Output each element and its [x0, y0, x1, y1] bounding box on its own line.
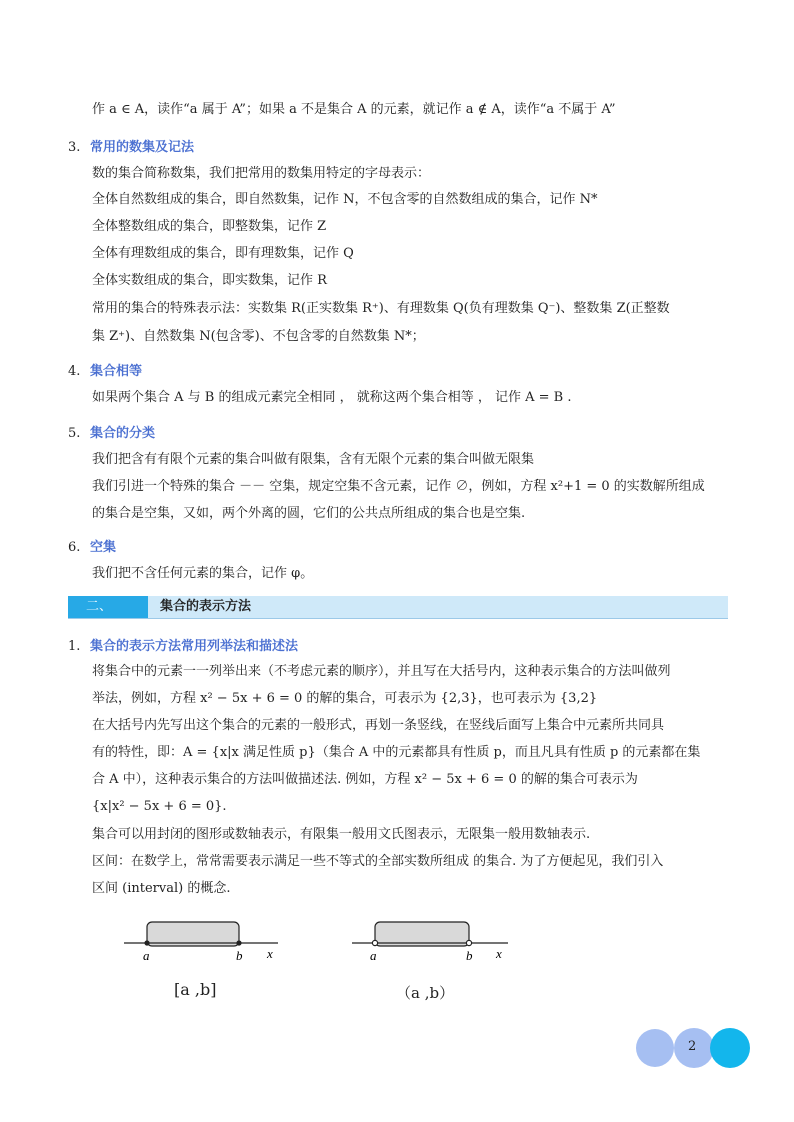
axis-label-x: x	[496, 946, 502, 961]
text-line: 区间：在数学上，常常需要表示满足一些不等式的全部实数所组成 的集合. 为了方便起见，我们引入	[92, 854, 664, 869]
section-title: 常用的数集及记法	[90, 140, 195, 155]
interval-open-diagram	[348, 916, 518, 966]
text-line: 数的集合简称数集，我们把常用的数集用特定的字母表示：	[92, 166, 431, 181]
section-number: 6.	[68, 540, 81, 555]
text-line: 集合可以用封闭的图形或数轴表示，有限集一般用文氏图表示，无限集一般用数轴表示.	[92, 827, 591, 842]
text-line: 在大括号内先写出这个集合的元素的一般形式，再划一条竖线，在竖线后面写上集合中元素所共同具	[92, 718, 665, 733]
label-a: a	[370, 948, 377, 963]
section-number: 3.	[68, 140, 81, 155]
section-title: 集合相等	[90, 364, 143, 379]
label-a: a	[143, 948, 150, 963]
label-b: b	[236, 948, 243, 963]
text-line: 全体实数组成的集合，即实数集，记作 R	[92, 273, 327, 288]
closed-endpoint-b	[236, 940, 241, 945]
interval-caption: [a ,b]	[174, 980, 217, 999]
text-line: 全体整数组成的集合，即整数集，记作 Z	[92, 219, 327, 234]
chapter-banner	[68, 596, 728, 619]
text-line: 集 Z⁺)、自然数集 N(包含零)、不包含零的自然数集 N*；	[92, 329, 425, 344]
badge-circle	[636, 1029, 674, 1067]
section-heading-4	[68, 362, 142, 382]
open-endpoint-b	[466, 940, 471, 945]
text-line: 我们把不含任何元素的集合，记作 φ。	[92, 566, 314, 581]
axis-label-x: x	[267, 946, 273, 961]
text-line: 举法，例如，方程 x² − 5x + 6 = 0 的解的集合，可表示为 {2,3}，也可表示为 {3,2}	[92, 691, 598, 706]
text-line: 我们引进一个特殊的集合 －－ 空集，规定空集不含元素，记作 ∅，例如，方程 x²+1 = 0 的实数解所组成	[92, 479, 705, 494]
section-title: 空集	[90, 540, 117, 555]
text-line: 全体自然数组成的集合，即自然数集，记作 N，不包含零的自然数组成的集合，记作 N*	[92, 192, 598, 207]
text-line: 常用的集合的特殊表示法：实数集 R(正实数集 R⁺)、有理数集 Q(负有理数集 Q⁻)、整数集 Z(正整数	[92, 301, 670, 316]
text-line: {x|x² − 5x + 6 = 0}.	[92, 799, 227, 814]
text-line: 作 a ∈ A，读作“a 属于 A”；如果 a 不是集合 A 的元素，就记作 a ∉ A，读作“a 不属于 A”	[92, 102, 616, 117]
text-line: 如果两个集合 A 与 B 的组成元素完全相同 ， 就称这两个集合相等 ， 记作 A = B .	[92, 390, 572, 405]
section-title: 集合的分类	[90, 426, 156, 441]
text-line: 全体有理数组成的集合，即有理数集，记作 Q	[92, 246, 354, 261]
text-line: 有的特性，即：A = {x|x 满足性质 p}（集合 A 中的元素都具有性质 p，而且凡具有性质 p 的元素都在集	[92, 745, 701, 760]
text-line: 合 A 中），这种表示集合的方法叫做描述法. 例如，方程 x² − 5x + 6 = 0 的解的集合可表示为	[92, 772, 638, 787]
section-heading-6	[68, 538, 116, 558]
badge-circle	[710, 1028, 750, 1068]
section-heading-3	[68, 138, 194, 158]
section-title: 集合的表示方法常用列举法和描述法	[90, 639, 299, 654]
section-number: 1.	[68, 639, 81, 654]
label-b: b	[466, 948, 473, 963]
page-number-badge	[636, 1028, 752, 1068]
text-line: 区间 (interval) 的概念.	[92, 881, 231, 896]
text-line: 的集合是空集，又如，两个外离的圆，它们的公共点所组成的集合也是空集.	[92, 506, 526, 521]
section-number: 4.	[68, 364, 81, 379]
text-line: 将集合中的元素一一列举出来（不考虑元素的顺序），并且写在大括号内，这种表示集合的方法叫做列	[92, 664, 671, 679]
banner-tag: 二、	[68, 596, 148, 618]
section-number: 5.	[68, 426, 81, 441]
interval-closed-diagram	[118, 916, 288, 966]
section-heading-2-1	[68, 637, 298, 657]
text-line: 我们把含有有限个元素的集合叫做有限集，含有无限个元素的集合叫做无限集	[92, 452, 535, 467]
closed-endpoint-a	[144, 940, 149, 945]
banner-title: 集合的表示方法	[160, 599, 252, 614]
open-endpoint-a	[372, 940, 377, 945]
section-heading-5	[68, 424, 155, 444]
interval-caption: （a ,b）	[396, 984, 455, 1002]
page-number: 2	[688, 1039, 697, 1054]
